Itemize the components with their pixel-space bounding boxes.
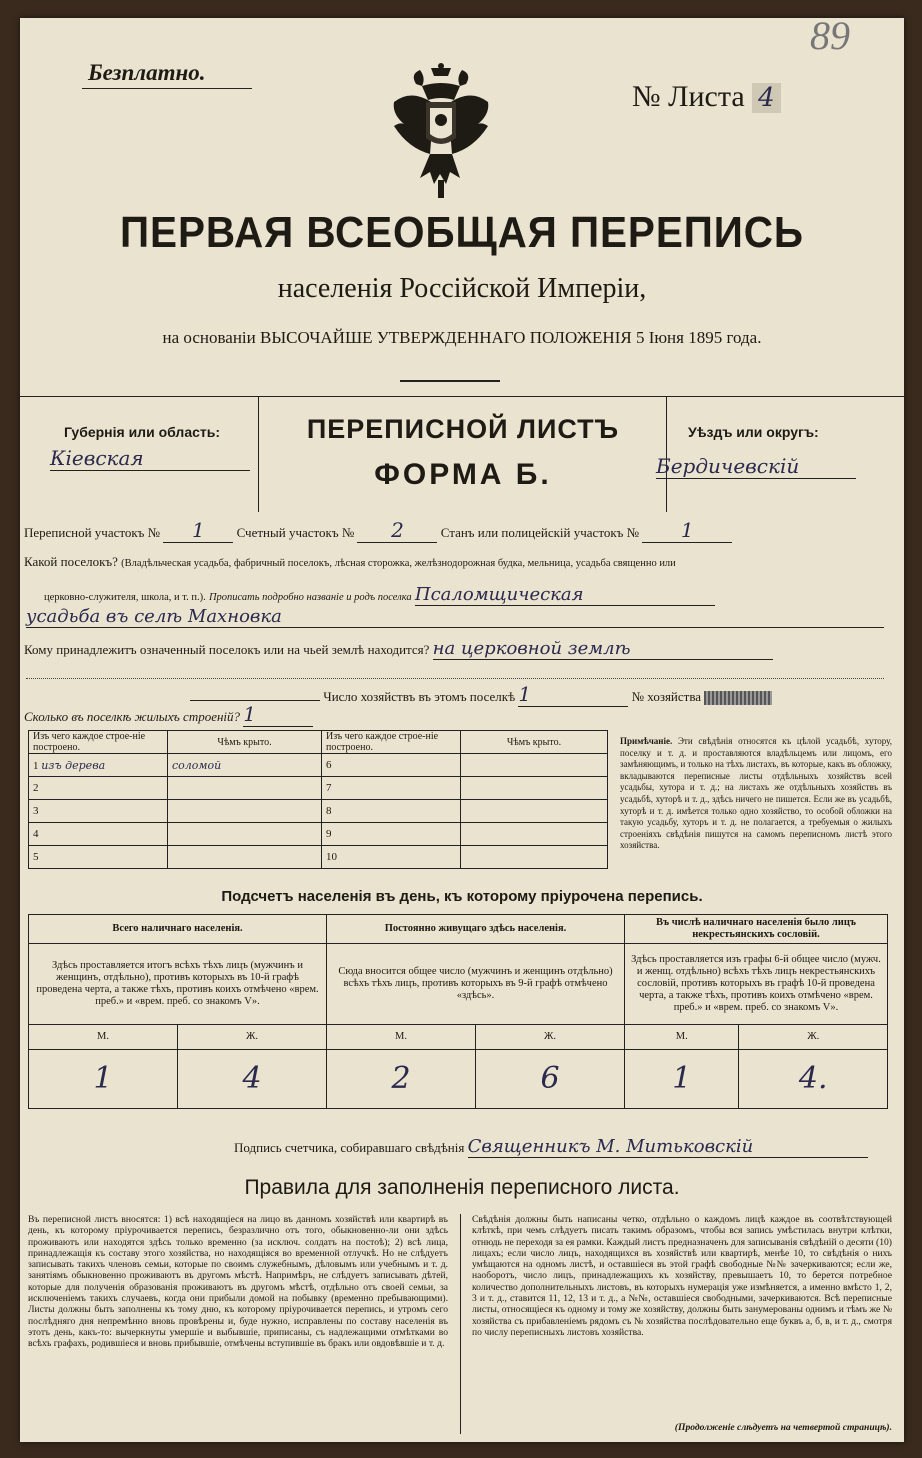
total-male-count: 1: [29, 1050, 178, 1109]
stan-label: Станъ или полицейскій участокъ №: [440, 525, 640, 540]
divider: [258, 396, 259, 512]
gubernia-label: Губернія или область:: [64, 424, 221, 440]
divider: [400, 380, 500, 382]
stan-value: 1: [642, 518, 732, 543]
rules-continued: (Продолженіе слѣдуетъ на четвертой страницѣ).: [674, 1422, 892, 1433]
household-number-label: № хозяйства: [631, 689, 702, 704]
gubernia-value: Кіевская: [50, 446, 250, 471]
permanent-population-description: Сюда вносится общее число (мужчинъ и женщинъ отдѣльно) всѣхъ тѣхъ лицъ, противъ которыхъ въ 9-й графѣ отмѣчено «здѣсь».: [327, 944, 625, 1025]
settlement-value: Псаломщическая: [415, 584, 715, 606]
divider: [26, 678, 884, 679]
divider: [82, 88, 252, 89]
form-subtitle: населенія Россійской Имперіи,: [277, 273, 647, 304]
table-cell: [168, 823, 322, 846]
owner-label: Кому принадлежитъ означенный поселокъ или на чьей землѣ находится?: [24, 642, 430, 657]
buildings-value: 1: [243, 702, 313, 727]
sheet-number-label: № Листа: [632, 80, 745, 113]
table-cell: 6: [322, 754, 461, 777]
rules-left-column: Въ переписной листъ вносятся: 1) всѣ находящіеся на лицо въ данномъ хозяйствѣ или квартирѣ въ день, къ которому пріурочивается перепись, безразлично отъ того, обыкновенно-ли они здѣсь проживаютъ или находятся здѣсь только временно (за исключ. солдатъ на постоѣ); 2) всѣ лица, принадлежащія къ составу этого хозяйства, но находящіяся во временной отлучкѣ. Но не слѣдуетъ записывать такихъ членовъ семьи, которые по своимъ служебнымъ, дѣловымъ или учебнымъ и т. д. занятіямъ обыкновенно проживаютъ въ другомъ мѣстѣ. Напримѣръ, не слѣдуетъ записывать дѣтей, которые для полученія образованія проживаютъ въ другомъ мѣстѣ, отдѣльно отъ своей семьи, за исключеніемъ такихъ случаевъ, когда они прибыли домой на побывку (временно пребывающими). Листы должны быть заполнены къ тому дню, къ которому пріурочивается перепись, и утромъ сего послѣдняго дня непремѣнно вновь провѣрены и, буде нужно, исправлены по составу населенія въ этотъ день, какъ-то: вычеркнуты умершіе и выбывшіе, приписаны, съ надлежащими отмѣтками во всѣхъ графахъ, родившіеся и вновь прибывшіе, отмѣчены вступившіе въ бракъ или овдовѣвшіе и т. д.: [28, 1214, 448, 1350]
roof-header: Чѣмъ крыто.: [461, 731, 608, 754]
signature-row: [234, 1136, 868, 1158]
permanent-male-count: 2: [327, 1050, 476, 1109]
note-label: Примѣчаніе.: [620, 736, 673, 746]
uezd-label: Уѣздъ или округъ:: [688, 424, 819, 440]
owner-value: на церковной землѣ: [433, 638, 773, 660]
material-header: Изъ чего каждое строе-ніе построено.: [29, 731, 168, 754]
table-cell: соломой: [168, 754, 322, 777]
note-text: Эти свѣдѣнія относятся къ цѣлой усадьбѣ, хутору, поселку и т. д. и проставляются владѣльцемъ или лицомъ, его замѣняющимъ, и только на тѣхъ листахъ, въ которые, какъ въ обложку, вкладываются переписные листы отдѣльныхъ хозяйствъ всей усадьбы, хутора и т. д.; на листахъ же отдѣльныхъ хозяйствъ въ усадьбѣ, хуторѣ и т. д., здѣсь ничего не пишется. Если же въ усадьбѣ, хуторѣ и т. д. имѣется только одно хозяйство, то особой обложки на такую усадьбу, хуторъ и т. д. не полагается, а требуемыя о жилыхъ строеніяхъ свѣдѣнія пишутся на самомъ переписномъ листѣ этого хозяйства.: [620, 736, 892, 851]
census-form-page: [20, 18, 904, 1442]
male-label: М.: [29, 1025, 178, 1050]
male-label: М.: [625, 1025, 739, 1050]
divider: [20, 396, 904, 397]
blank-line: [190, 700, 320, 701]
table-cell: [461, 777, 608, 800]
total-population-description: Здѣсь проставляется итогъ всѣхъ тѣхъ лицъ (мужчинъ и женщинъ, отдѣльно), противъ которыхъ въ 10-й графѣ проведена черта, а также тѣхъ, противъ коихъ отмѣчено «врем. преб.» и «врем. преб. со знакомъ V».: [29, 944, 327, 1025]
rules-title: Правила для заполненія переписного листа.: [244, 1176, 680, 1199]
table-cell: [461, 846, 608, 869]
population-table: [28, 914, 888, 1109]
districts-row: [24, 518, 884, 543]
buildings-row: [24, 702, 313, 727]
total-female-count: 4: [178, 1050, 327, 1109]
non-peasant-male-count: 1: [625, 1050, 739, 1109]
male-label: М.: [327, 1025, 476, 1050]
table-cell: 5: [29, 846, 168, 869]
table-cell: [168, 800, 322, 823]
note: [620, 736, 892, 852]
female-label: Ж.: [739, 1025, 888, 1050]
table-cell: 10: [322, 846, 461, 869]
table-cell: 9: [322, 823, 461, 846]
buildings-table: [28, 730, 608, 869]
sheet-number-value: 4: [752, 83, 781, 113]
settlement-value-2: усадьба въ селѣ Махновка: [26, 606, 884, 628]
permanent-female-count: 6: [476, 1050, 625, 1109]
total-population-header: Всего наличнаго населенія.: [29, 915, 327, 944]
signature-label: Подпись счетчика, собиравшаго свѣдѣнія: [234, 1140, 465, 1155]
imperial-eagle-emblem: [386, 62, 496, 202]
buildings-label: Сколько въ поселкѣ жилыхъ строеній?: [24, 709, 241, 724]
settlement-row: [24, 554, 894, 570]
divider: [460, 1214, 461, 1434]
settlement-hint: (Владѣльческая усадьба, фабричный поселокъ, лѣсная сторожка, желѣзнодорожная будка, мельница, усадьба священно или: [121, 558, 676, 569]
population-heading: Подсчетъ населенія въ день, къ которому пріурочена перепись.: [221, 888, 703, 905]
form-title: ПЕРЕПИСНОЙ ЛИСТЪ: [306, 414, 620, 444]
household-number-stamp: [704, 691, 772, 705]
table-row: [29, 754, 608, 777]
permanent-population-header: Постоянно живущаго здѣсь населенія.: [327, 915, 625, 944]
table-row: [29, 777, 608, 800]
sheet-number: [632, 80, 781, 114]
form-legal-basis: на основаніи ВЫСОЧАЙШЕ УТВЕРЖДЕННАГО ПОЛОЖЕНІЯ 5 Іюня 1895 года.: [162, 328, 762, 347]
archive-page-number: 89: [810, 18, 850, 58]
table-row: [29, 846, 608, 869]
table-cell: 1 изъ дерева: [29, 754, 168, 777]
table-cell: 3: [29, 800, 168, 823]
form-main-title: ПЕРВАЯ ВСЕОБЩАЯ ПЕРЕПИСЬ: [120, 208, 804, 257]
uezd-value: Бердичевскій: [656, 454, 856, 479]
settlement-label: Какой поселокъ?: [24, 554, 118, 569]
roof-header: Чѣмъ крыто.: [168, 731, 322, 754]
non-peasant-header: Въ числѣ наличнаго населенія было лицъ некрестьянскихъ сословій.: [625, 915, 888, 944]
table-cell: 8: [322, 800, 461, 823]
table-cell: 2: [29, 777, 168, 800]
form-type: ФОРМА Б.: [374, 458, 552, 491]
table-cell: 4: [29, 823, 168, 846]
census-district-label: Переписной участокъ №: [24, 525, 161, 540]
settlement-hint-2: церковно-служителя, школа, и т. п.).: [44, 592, 206, 603]
enumerator-signature: Священникъ М. Митьковскій: [468, 1136, 868, 1158]
material-header: Изъ чего каждое строе-ніе построено.: [322, 731, 461, 754]
counting-district-value: 2: [357, 518, 437, 543]
settlement-row-2: [44, 584, 894, 606]
households-value: 1: [518, 682, 628, 707]
census-district-value: 1: [163, 518, 233, 543]
table-cell: [168, 846, 322, 869]
rules-right-column: Свѣдѣнія должны быть написаны четко, отдѣльно о каждомъ лицѣ каждое въ соотвѣтствующей клѣткѣ, при чемъ слѣдуетъ писать такимъ образомъ, чтобы вся запись умѣстилась внутри клѣтки, отнюдь не переходя за ея рамки. Каждый листъ предназначенъ для записыванія свѣдѣній о десяти (10) лицахъ; если число лицъ, находящихся въ хозяйствѣ или квартирѣ, менѣе 10, то свѣдѣнія о нихъ умѣщаются на одномъ листѣ, и оставшіеся въ этой графѣ свободные №№ зачеркиваются; если же, наоборотъ, число лицъ, принадлежащихъ къ хозяйству, превышаетъ 10, то берется потребное количество дополнительныхъ листовъ, въ которыхъ нумерація уже измѣняется, а именно вмѣсто 1, 2, 3 и т. д., ставится 11, 12, 13 и т. д., а №№, оставшіеся свободными, зачеркиваются. Всѣ переписные листы, относящіеся къ одному и тому же хозяйству, должны быть занумерованы однимъ и тѣмъ же № хозяйства съ прибавленіемъ рядомъ съ № хозяйства послѣдовательно еще буквъ а, б, в, и т. д., смотря по числу переписныхъ листовъ хозяйства.: [472, 1214, 892, 1338]
counting-district-label: Счетный участокъ №: [236, 525, 355, 540]
table-row: [29, 823, 608, 846]
table-cell: 7: [322, 777, 461, 800]
non-peasant-description: Здѣсь проставляется изъ графы 6-й общее число (мужч. и женщ. отдѣльно) всѣхъ тѣхъ лицъ некрестьянскихъ сословій, противъ которыхъ въ графѣ 10-й проведена черта, а также тѣхъ, противъ коихъ отмѣчено «врем. преб.» и «врем. преб. со знакомъ V».: [625, 944, 888, 1025]
table-cell: [168, 777, 322, 800]
owner-row: [24, 638, 894, 660]
settlement-instruction: Прописать подробно названіе и родъ поселка: [208, 592, 412, 603]
households-label: Число хозяйствъ въ этомъ поселкѣ: [323, 689, 516, 704]
female-label: Ж.: [476, 1025, 625, 1050]
non-peasant-female-count: 4.: [739, 1050, 888, 1109]
table-cell: [461, 754, 608, 777]
table-cell: [461, 800, 608, 823]
free-of-charge-label: Безплатно.: [88, 60, 206, 85]
female-label: Ж.: [178, 1025, 327, 1050]
table-row: [29, 800, 608, 823]
table-cell: [461, 823, 608, 846]
